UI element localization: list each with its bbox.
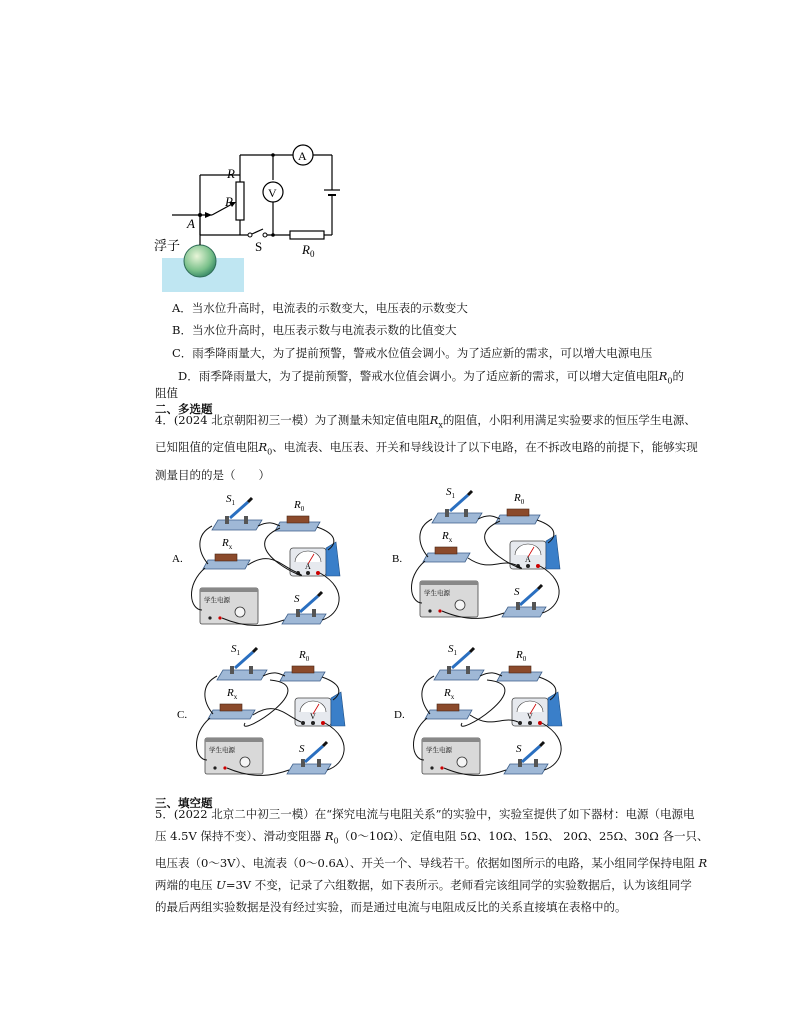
label-rx: $R_x$	[444, 687, 455, 701]
label-P: P	[225, 194, 233, 209]
option-b: B．当水位升高时，电压表示数与电流表示数的比值变大	[172, 323, 457, 337]
circuit-option-b	[390, 483, 590, 628]
q4-line3: 测量目的的是（ ）	[155, 467, 270, 482]
q5-line1: 5．(2022 北京二中初三一模）在“探究电流与电阻关系”的实验中，实验室提供了如下器材：电源（电源电	[155, 807, 695, 821]
label-rx: $R_x$	[222, 537, 233, 551]
circuit-option-c	[175, 640, 375, 785]
switch-s1-base	[432, 513, 482, 523]
label-s: S	[514, 586, 520, 598]
label-float: 浮子	[154, 238, 181, 253]
resistor-rx-body	[215, 554, 237, 561]
label-s: S	[299, 743, 305, 755]
option-letter: D.	[394, 709, 405, 721]
rheostat-R	[236, 182, 244, 220]
label-r0: $R_0$	[299, 649, 310, 663]
label-s1: $S_1$	[446, 486, 455, 500]
resistor-r0-body	[287, 516, 309, 523]
meter-letter: A	[525, 555, 531, 564]
option-c: C．雨季降雨量大，为了提前预警，警戒水位值会调小。为了适应新的需求，可以增大电源电压	[172, 346, 653, 360]
option-d-after: 的	[672, 369, 684, 383]
resistor-r0-base	[280, 672, 325, 681]
switch-s1-base	[217, 670, 267, 680]
label-r0: $R_0$	[514, 492, 525, 506]
switch-s1-base	[212, 520, 262, 530]
resistor-rx-base	[208, 710, 255, 719]
resistor-rx-base	[203, 560, 250, 569]
resistor-rx-base	[425, 710, 472, 719]
resistor-r0-body	[509, 666, 531, 673]
section-multi-choice-title: 二、多选题	[155, 402, 213, 416]
label-rx: $R_x$	[227, 687, 238, 701]
switch-s-base	[287, 764, 331, 774]
option-letter: C.	[177, 709, 188, 721]
ammeter-letter: A	[298, 149, 307, 163]
q5-text	[155, 803, 755, 918]
circuit-option-a	[170, 490, 370, 635]
label-R0: $R_0$	[302, 242, 315, 259]
option-d	[178, 368, 684, 389]
resistor-r0-base	[275, 522, 320, 531]
q5-line2: 压 4.5V 保持不变）、滑动变阻器 $R_0(0\sim 10\Omega)$、定值电阻 5Ω、10Ω、15Ω、 20Ω、25Ω、30Ω 各一只、	[155, 829, 709, 846]
resistor-r0-body	[507, 509, 529, 516]
power-supply-label: 学生电源	[209, 747, 235, 754]
option-letter: B.	[392, 553, 403, 565]
float-ball	[184, 245, 216, 277]
q5-line3: 电压表（0～3V）、电流表（0～0.6A）、开关一个、导线若干。依据如图所示的电路，某小组同学保持电阻 R	[155, 856, 708, 871]
q4-text	[155, 409, 755, 486]
resistor-r0-base	[497, 672, 542, 681]
resistor-r0-base	[495, 515, 540, 524]
label-s1: $S_1$	[226, 493, 235, 507]
resistor-r0-body	[292, 666, 314, 673]
circuit-option-d	[392, 640, 592, 785]
label-R: R	[227, 166, 235, 181]
resistor-rx-body	[437, 704, 459, 711]
resistor-rx-base	[423, 553, 470, 562]
label-s: S	[516, 743, 522, 755]
switch-s-base	[502, 607, 546, 617]
resistor-R0	[290, 231, 324, 239]
voltmeter-letter: V	[268, 186, 277, 200]
q5-line5: 的最后两组实验数据是没有经过实验，而是通过电流与电阻成反比的关系直接填在表格中的。	[155, 900, 627, 915]
meter-letter: A	[305, 562, 311, 571]
option-d-r0-sub: 0	[667, 376, 673, 386]
option-d-line2: 阻值	[155, 386, 178, 400]
label-rx: $R_x$	[442, 530, 453, 544]
label-r0: $R_0$	[294, 499, 305, 513]
water-level-circuit-diagram	[150, 140, 370, 295]
meter-letter: V	[527, 712, 533, 721]
resistor-rx-body	[220, 704, 242, 711]
q4-line1: 4．(2024 北京朝阳初三一模）为了测量未知定值电阻$R_x$的阻值，小阳利用满足实验要求的恒压学生电源、	[155, 413, 696, 430]
label-r0: $R_0$	[516, 649, 527, 663]
section-fill-blank-title: 三、填空题	[155, 796, 213, 810]
power-supply-label: 学生电源	[426, 747, 452, 754]
label-A: A	[187, 216, 195, 231]
q4-line2: 已知阻值的定值电阻$R_0$、电流表、电压表、开关和导线设计了以下电路，在不拆改电路的前提下，能够实现	[155, 440, 698, 457]
switch-s1-base	[434, 670, 484, 680]
switch-s-base	[282, 614, 326, 624]
label-s: S	[294, 593, 300, 605]
q5-line4: 两端的电压 U=3V 不变，记录了六组数据，如下表所示。老师看完该组同学的实验数据后，认为该组同学	[155, 878, 692, 893]
option-d-r0: R	[658, 369, 668, 383]
meter-letter: V	[310, 712, 316, 721]
option-d-text: D．雨季降雨量大，为了提前预警，警戒水位值会调小。为了适应新的需求，可以增大定值电阻	[178, 369, 659, 383]
power-supply-label: 学生电源	[204, 597, 230, 604]
switch-s-base	[504, 764, 548, 774]
label-s1: $S_1$	[231, 643, 240, 657]
label-s1: $S_1$	[448, 643, 457, 657]
resistor-rx-body	[435, 547, 457, 554]
label-S: S	[255, 239, 263, 254]
option-a: A．当水位升高时，电流表的示数变大，电压表的示数变大	[172, 301, 468, 315]
power-supply-label: 学生电源	[424, 590, 450, 597]
option-letter: A.	[172, 553, 183, 565]
